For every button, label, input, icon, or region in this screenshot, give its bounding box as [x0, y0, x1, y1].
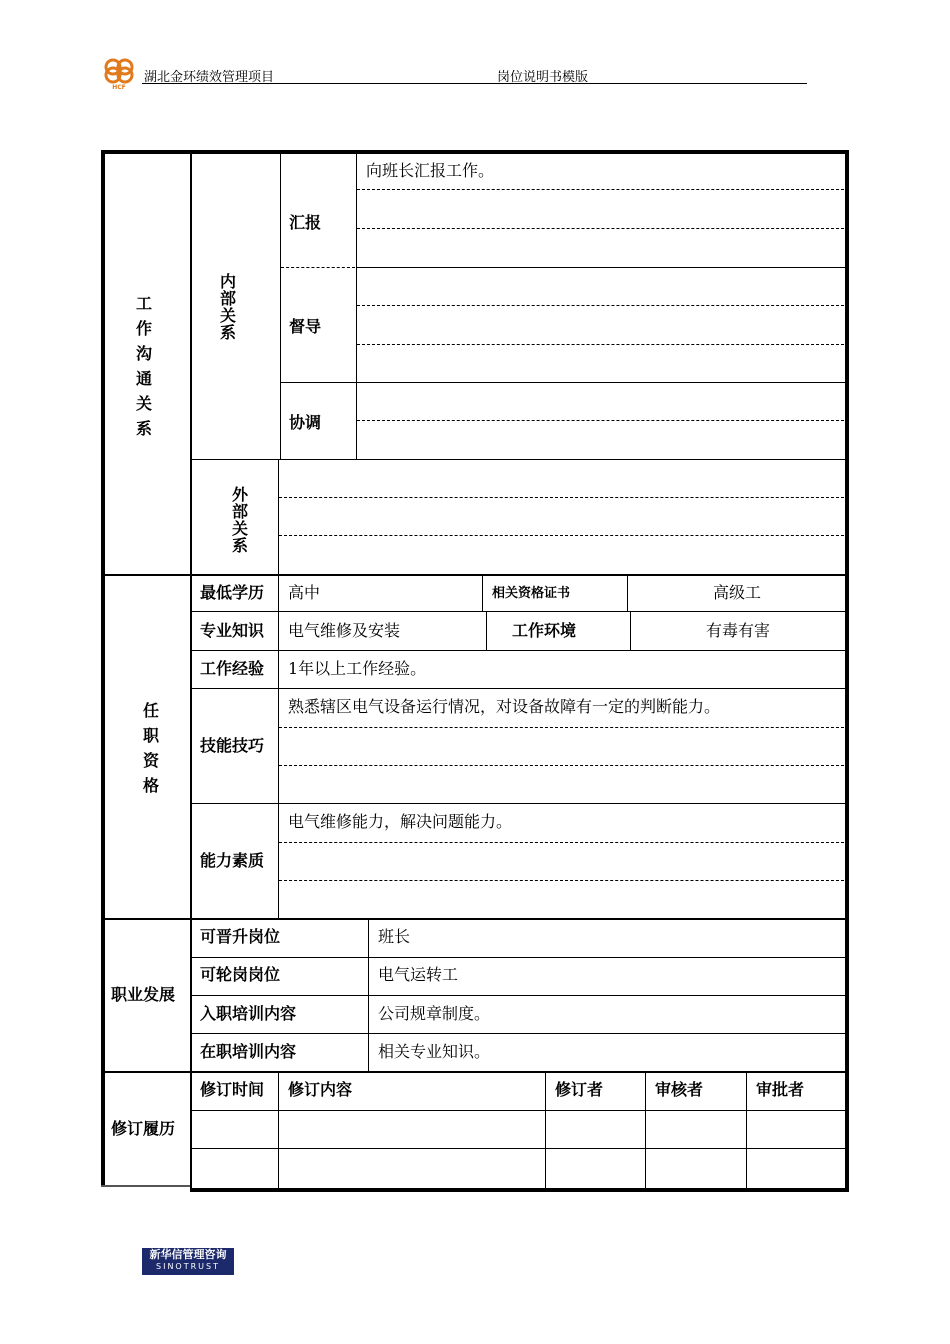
frame-bottom-border	[190, 1188, 849, 1192]
section-divider-2	[103, 918, 846, 920]
qual-row4-rule	[191, 803, 845, 804]
sinotrust-logo	[142, 1248, 234, 1275]
revision-section-label: 修订履历	[111, 1119, 176, 1138]
revision-row1-rule	[191, 1148, 845, 1149]
qual-row1-rule	[191, 611, 845, 612]
report-bottom-rule	[357, 267, 845, 268]
revision-col-approver: 审批者	[756, 1080, 805, 1099]
knowledge-label: 专业知识	[200, 621, 265, 640]
ability-line-2	[279, 842, 844, 843]
promotion-label: 可晋升岗位	[200, 927, 281, 946]
col-divider-internal	[280, 152, 281, 459]
onboarding-value: 公司规章制度。	[378, 1004, 491, 1023]
report-supervise-separator	[281, 267, 355, 268]
row2-divider-a	[486, 612, 487, 650]
onboarding-label: 入职培训内容	[200, 1004, 297, 1023]
internal-bottom-rule	[191, 459, 845, 460]
logo-text: HCF	[112, 84, 126, 90]
hcf-logo	[101, 56, 139, 90]
certificate-value: 高级工	[713, 583, 762, 602]
section-divider-3	[103, 1071, 846, 1073]
supervise-line-2	[357, 344, 844, 345]
col-divider-external	[278, 459, 279, 575]
education-value: 高中	[288, 583, 321, 602]
revision-col-divider-1	[278, 1073, 279, 1190]
rotation-label: 可轮岗岗位	[200, 965, 281, 984]
communication-section-label: 工作沟通关系	[135, 294, 152, 438]
doc-title: 岗位说明书模版	[497, 70, 589, 85]
external-relations-label: 外部关系	[231, 485, 248, 555]
revision-col-divider-3	[645, 1073, 646, 1190]
inservice-value: 相关专业知识。	[378, 1042, 491, 1061]
certificate-label: 相关资格证书	[492, 586, 571, 601]
environment-label: 工作环境	[512, 621, 577, 640]
frame-right-border	[845, 150, 849, 1192]
external-line-1	[279, 497, 844, 498]
qual-row3-rule	[191, 688, 845, 689]
supervise-line-1	[357, 305, 844, 306]
supervise-bottom-rule	[281, 382, 845, 383]
report-text: 向班长汇报工作。	[366, 161, 495, 180]
revision-col-content: 修订内容	[288, 1080, 353, 1099]
report-label: 汇报	[289, 213, 322, 232]
frame-top-border	[101, 150, 849, 154]
ability-label: 能力素质	[200, 851, 265, 870]
revision-col-date: 修订时间	[200, 1080, 265, 1099]
row1-divider-a	[482, 576, 483, 612]
revision-col-divider-4	[746, 1073, 747, 1190]
career-section-label: 职业发展	[111, 985, 176, 1004]
career-row1-rule	[191, 957, 845, 958]
education-label: 最低学历	[200, 583, 265, 602]
revision-col-reviser: 修订者	[555, 1080, 604, 1099]
coordinate-label: 协调	[289, 413, 322, 432]
revision-col-reviewer: 审核者	[655, 1080, 704, 1099]
ability-value: 电气维修能力，解决问题能力。	[288, 812, 513, 831]
project-name: 湖北金环绩效管理项目	[144, 70, 275, 85]
knowledge-value: 电气维修及安装	[288, 621, 401, 640]
skills-label: 技能技巧	[200, 736, 265, 755]
skills-line-2	[279, 727, 844, 728]
supervise-label: 督导	[289, 317, 322, 336]
revision-col-divider-2	[545, 1073, 546, 1190]
inservice-label: 在职培训内容	[200, 1042, 297, 1061]
report-line-3	[357, 228, 844, 229]
revision-header-rule	[191, 1110, 845, 1111]
col-divider-qual	[278, 576, 279, 918]
qual-row2-rule	[191, 650, 845, 651]
skills-line-3	[279, 765, 844, 766]
qualifications-section-label: 任职资格	[142, 701, 159, 795]
row2-divider-b	[630, 612, 631, 650]
frame-left-border	[101, 150, 105, 1186]
career-row2-rule	[191, 995, 845, 996]
brand-en: SINOTRUST	[156, 1262, 220, 1271]
external-line-2	[279, 535, 844, 536]
report-line-2	[357, 189, 844, 190]
header-rule	[142, 83, 807, 84]
rotation-value: 电气运转工	[378, 965, 459, 984]
ability-line-3	[279, 880, 844, 881]
brand-cn: 新华信管理咨询	[149, 1248, 227, 1261]
skills-value: 熟悉辖区电气设备运行情况，对设备故障有一定的判断能力。	[288, 697, 721, 716]
section-divider-1	[103, 574, 846, 576]
internal-relations-label: 内部关系	[219, 272, 236, 342]
promotion-value: 班长	[378, 927, 411, 946]
coordinate-line-1	[357, 420, 844, 421]
frame-bottom-left-edge	[101, 1185, 191, 1187]
career-row3-rule	[191, 1033, 845, 1034]
environment-value: 有毒有害	[706, 621, 771, 640]
experience-value: 1年以上工作经验。	[288, 659, 427, 678]
experience-label: 工作经验	[200, 659, 265, 678]
row1-divider-b	[627, 576, 628, 612]
